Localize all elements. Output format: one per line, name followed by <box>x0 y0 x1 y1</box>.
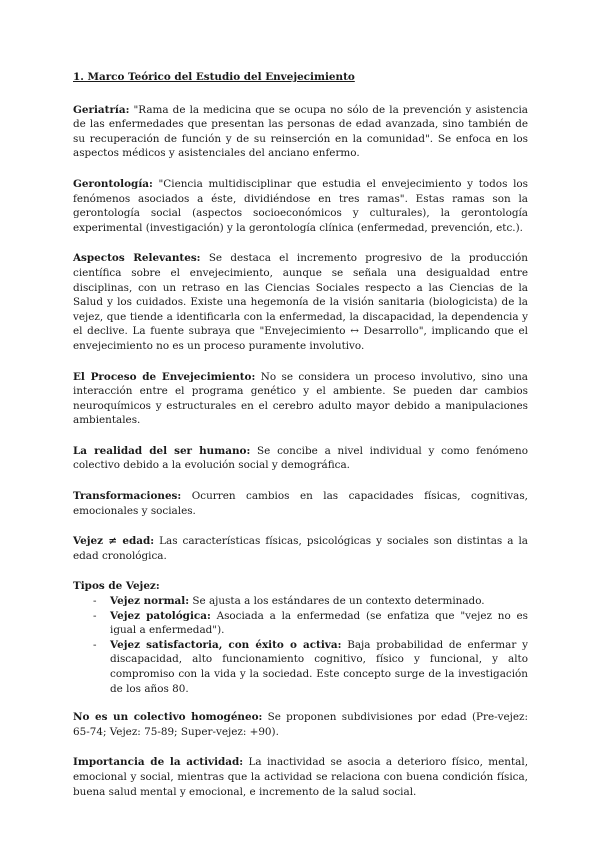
dash-bullet: - <box>93 609 97 622</box>
text-vejez-normal: Se ajusta a los estándares de un contexto determinado. <box>189 595 485 608</box>
text-actividad: La inactividad se asocia a deterioro físico, mental, emocional y social, mientras que la actividad se relaciona con buena condición física, buena salud mental y emocional, e incremento de la salud social. <box>73 756 528 798</box>
term-actividad: Importancia de la actividad: <box>73 756 244 769</box>
text-colectivo: Se proponen subdivisiones por edad (Pre-vejez: 65-74; Vejez: 75-89; Super-vejez: +90). <box>73 711 528 738</box>
text-aspectos: Se destaca el incremento progresivo de la producción científica sobre el envejecimiento, aunque se señala una desigualdad entre disciplinas, con un retraso en las Ciencias Sociales respecto a las Ciencias de la Salud y los cuidados. Existe una hegemonía de la visión sanitaria (biologicista) de la vejez, que tiende a identificarla con la enfermedad, la discapacidad, la dependencia y el declive. La fuente subraya que "Envejecimiento ↔ Desarrollo", implicando que el envejecimiento no es un proceso puramente involutivo. <box>73 252 529 352</box>
list-item <box>73 638 528 696</box>
term-geriatria: Geriatría: <box>73 103 130 116</box>
text-geriatria: "Rama de la medicina que se ocupa no sólo de la prevención y asistencia de las enfermedades que presentan las personas de edad avanzada, sino también de su recuperación de función y de su reinserción en la comunidad". Se enfoca en los aspectos médicos y asistenciales del anciano enfermo. <box>73 103 528 160</box>
paragraph-aspectos <box>73 251 528 353</box>
term-aspectos: Aspectos Relevantes: <box>73 252 201 265</box>
term-colectivo: No es un colectivo homogéneo: <box>73 711 263 724</box>
list-item <box>73 609 528 638</box>
paragraph-realidad <box>73 444 528 473</box>
paragraph-colectivo <box>73 710 528 739</box>
term-transformaciones: Transformaciones: <box>73 490 182 503</box>
term-vejez-edad: Vejez ≠ edad: <box>73 535 155 548</box>
paragraph-geriatria <box>73 103 528 161</box>
text-realidad: Se concibe a nivel individual y como fenómeno colectivo debido a la evolución social y demográfica. <box>73 444 528 472</box>
dash-bullet: - <box>93 638 97 651</box>
paragraph-gerontologia <box>73 177 528 235</box>
paragraph-vejez-edad <box>73 534 528 563</box>
text-gerontologia: "Ciencia multidisciplinar que estudia el envejecimiento y todos los fenómenos asociados a éste, dividiéndose en tres ramas". Estas ramas son la gerontología social (aspectos socioeconómicos y culturales), la gerontología experimental (investigación) y la gerontología clínica (enfermedad, prevención, etc.). <box>73 177 528 234</box>
document-page <box>73 70 528 815</box>
dash-bullet: - <box>93 595 97 608</box>
tipos-heading: Tipos de Vejez: <box>73 580 160 593</box>
term-proceso: El Proceso de Envejecimiento: <box>73 370 256 383</box>
term-realidad: La realidad del ser humano: <box>73 444 251 457</box>
term-gerontologia: Gerontología: <box>73 177 153 190</box>
paragraph-proceso <box>73 370 528 428</box>
list-item <box>73 594 528 609</box>
text-vejez-edad: Las características físicas, psicológicas y sociales son distintas a la edad cronológica. <box>73 535 529 562</box>
text-transformaciones: Ocurren cambios en las capacidades físicas, cognitivas, emocionales y sociales. <box>73 490 528 517</box>
document-title: 1. Marco Teórico del Estudio del Envejecimiento <box>73 71 355 83</box>
text-vejez-patologica: Asociada a la enfermedad (se enfatiza que "vejez no es igual a enfermedad"). <box>110 609 528 637</box>
tipos-list <box>73 594 528 696</box>
text-vejez-satisfactoria: Baja probabilidad de enfermar y discapacidad, alto funcionamiento cognitivo, físico y funcional, y alto compromiso con la vida y la sociedad. Este concepto surge de la investigación de los años 80. <box>110 638 528 695</box>
term-vejez-normal: Vejez normal: <box>110 595 190 608</box>
term-vejez-patologica: Vejez patológica: <box>110 609 211 622</box>
paragraph-actividad <box>73 755 528 799</box>
term-vejez-satisfactoria: Vejez satisfactoria, con éxito o activa: <box>110 638 342 651</box>
paragraph-transformaciones <box>73 489 528 518</box>
text-proceso: No se considera un proceso involutivo, sino una interacción entre el programa genético y el ambiente. Se pueden dar cambios neuroquímicos y estructurales en el cerebro adulto mayor debido a manipulaciones ambientales. <box>73 370 528 427</box>
